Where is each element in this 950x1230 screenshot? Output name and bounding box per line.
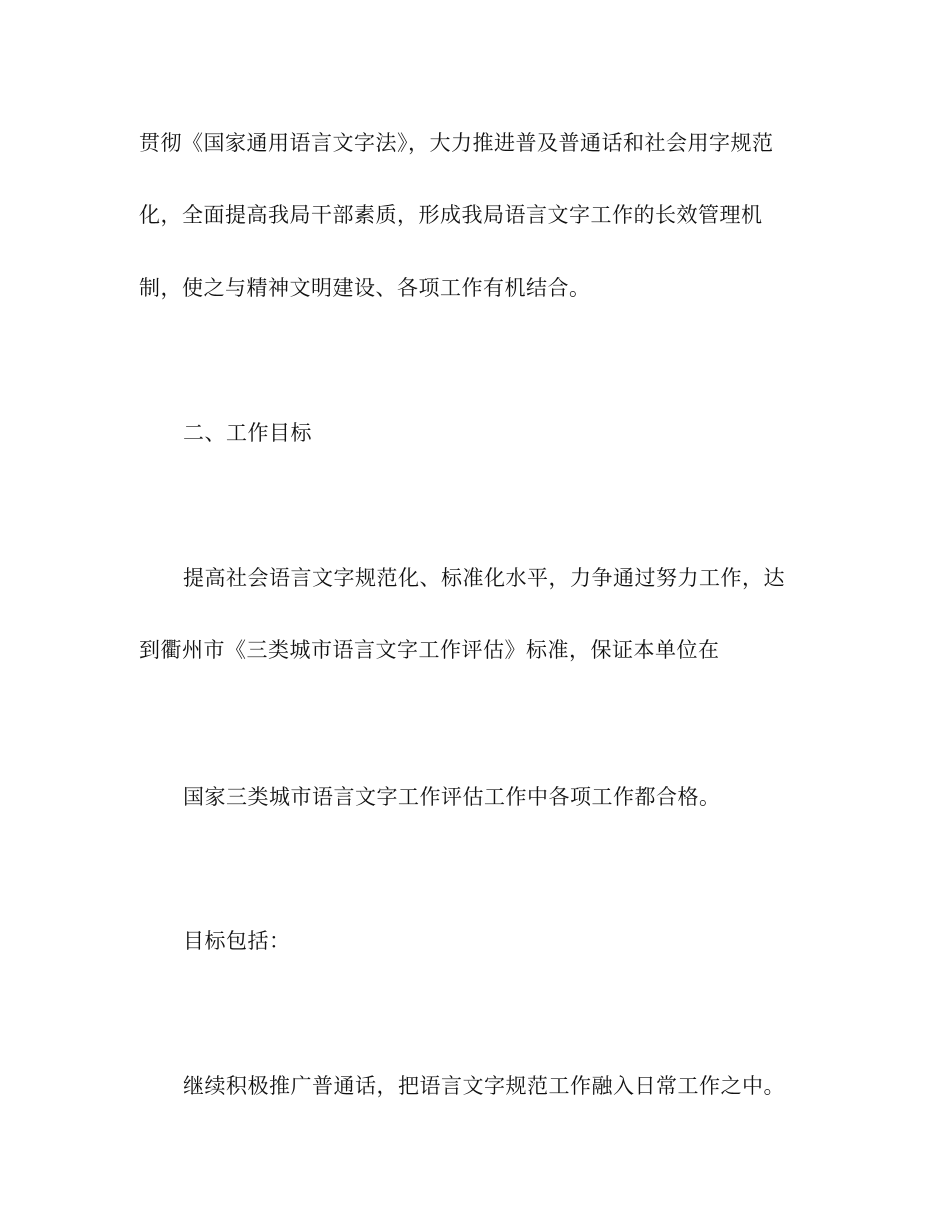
paragraph-line: 继续积极推广普通话，把语言文字规范工作融入日常工作之中。: [183, 1074, 785, 1098]
paragraph-line: 提高社会语言文字规范化、标准化水平，力争通过努力工作，达: [183, 566, 785, 590]
paragraph-line: 贯彻《国家通用语言文字法》，大力推进普及普通话和社会用字规范: [139, 131, 774, 155]
paragraph-line: 目标包括：: [183, 929, 291, 953]
paragraph-line: 国家三类城市语言文字工作评估工作中各项工作都合格。: [183, 785, 721, 809]
paragraph-line: 化，全面提高我局干部素质，形成我局语言文字工作的长效管理机: [139, 203, 763, 227]
paragraph-line: 到衢州市《三类城市语言文字工作评估》标准，保证本单位在: [139, 638, 720, 662]
section-heading: 二、工作目标: [183, 421, 312, 445]
paragraph-line: 制，使之与精神文明建设、各项工作有机结合。: [139, 276, 591, 300]
